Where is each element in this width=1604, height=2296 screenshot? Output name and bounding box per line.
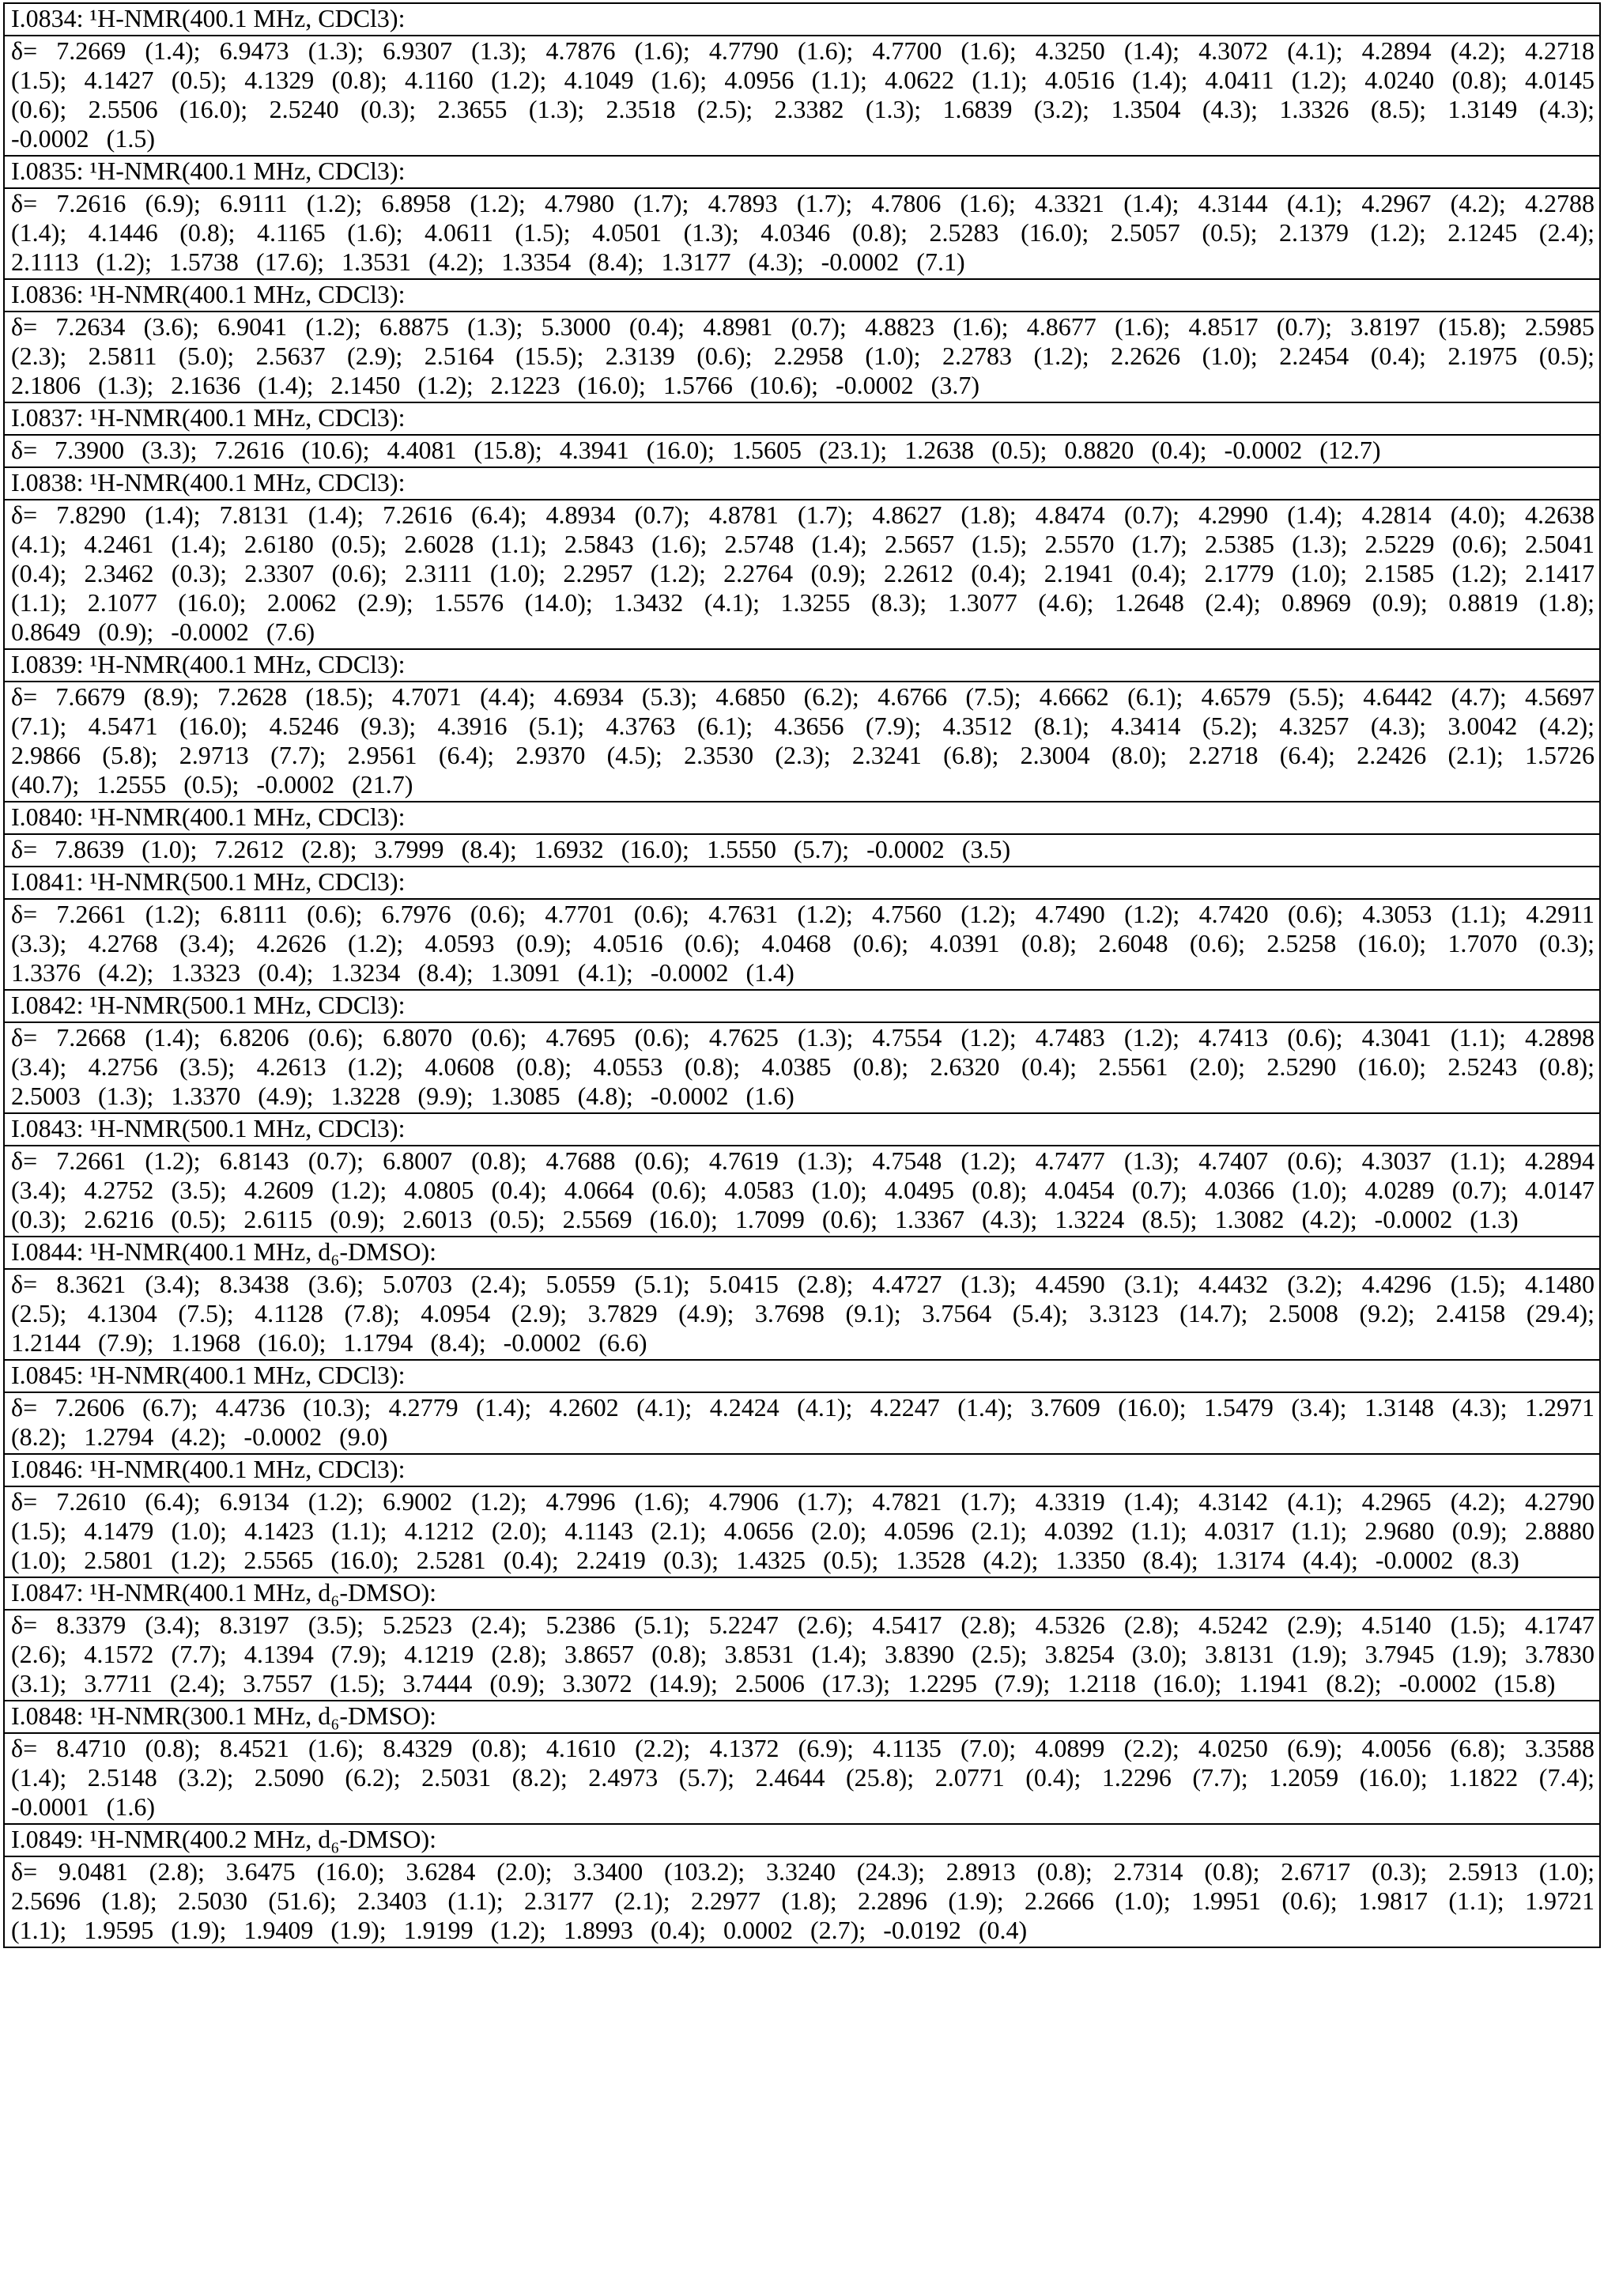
entry-delta-line-I.0839: δ= 7.6679 (8.9); 7.2628 (18.5); 4.7071 (4.4); 4.6934 (5.3); 4.6850 (6.2); 4.6766 (7.5); 4.6662 (6.1); 4.6579 (5.5); 4.6442 (4.7); 4.5697 (7.1); 4.5471 (16.0); 4.5246 (9.3); 4.3916 (5.1); 4.3763 (6.1); 4.3656 (7.9); 4.3512 (8.1); 4.3414 (5.2); 4.3257 (4.3); 3.0042 (4.2); 2.9866 (5.8); 2.9713 (7.7); 2.9561 (6.4); 2.9370 (4.5); 2.3530 (2.3); 2.3241 (6.8); 2.3004 (8.0); 2.2718 (6.4); 2.2426 (2.1); 1.5726 (40.7); 1.2555 (0.5); -0.0002 (21.7) — [4, 682, 1600, 802]
entry-row-peaks — [4, 834, 1600, 867]
entry-header-I.0848: I.0848: ¹H-NMR(300.1 MHz, d₆-DMSO): — [4, 1701, 1600, 1733]
entry-delta-line-I.0842: δ= 7.2668 (1.4); 6.8206 (0.6); 6.8070 (0.6); 4.7695 (0.6); 4.7625 (1.3); 4.7554 (1.2); 4.7483 (1.2); 4.7413 (0.6); 4.3041 (1.1); 4.2898 (3.4); 4.2756 (3.5); 4.2613 (1.2); 4.0608 (0.8); 4.0553 (0.8); 4.0385 (0.8); 2.6320 (0.4); 2.5561 (2.0); 2.5290 (16.0); 2.5243 (0.8); 2.5003 (1.3); 1.3370 (4.9); 1.3228 (9.9); 1.3085 (4.8); -0.0002 (1.6) — [4, 1022, 1600, 1113]
entry-row-header — [4, 1824, 1600, 1856]
entry-row-peaks — [4, 500, 1600, 649]
entry-row-peaks — [4, 1392, 1600, 1454]
entry-header-I.0835: I.0835: ¹H-NMR(400.1 MHz, CDCl3): — [4, 156, 1600, 188]
entry-row-peaks — [4, 36, 1600, 156]
nmr-table-body — [4, 3, 1600, 1947]
entry-row-header — [4, 1577, 1600, 1610]
entry-delta-line-I.0847: δ= 8.3379 (3.4); 8.3197 (3.5); 5.2523 (2.4); 5.2386 (5.1); 5.2247 (2.6); 4.5417 (2.8); 4.5326 (2.8); 4.5242 (2.9); 4.5140 (1.5); 4.1747 (2.6); 4.1572 (7.7); 4.1394 (7.9); 4.1219 (2.8); 3.8657 (0.8); 3.8531 (1.4); 3.8390 (2.5); 3.8254 (3.0); 3.8131 (1.9); 3.7945 (1.9); 3.7830 (3.1); 3.7711 (2.4); 3.7557 (1.5); 3.7444 (0.9); 3.3072 (14.9); 2.5006 (17.3); 1.2295 (7.9); 1.2118 (16.0); 1.1941 (8.2); -0.0002 (15.8) — [4, 1610, 1600, 1701]
entry-row-header — [4, 3, 1600, 36]
entry-row-peaks — [4, 1856, 1600, 1947]
entry-delta-line-I.0838: δ= 7.8290 (1.4); 7.8131 (1.4); 7.2616 (6.4); 4.8934 (0.7); 4.8781 (1.7); 4.8627 (1.8); 4.8474 (0.7); 4.2990 (1.4); 4.2814 (4.0); 4.2638 (4.1); 4.2461 (1.4); 2.6180 (0.5); 2.6028 (1.1); 2.5843 (1.6); 2.5748 (1.4); 2.5657 (1.5); 2.5570 (1.7); 2.5385 (1.3); 2.5229 (0.6); 2.5041 (0.4); 2.3462 (0.3); 2.3307 (0.6); 2.3111 (1.0); 2.2957 (1.2); 2.2764 (0.9); 2.2612 (0.4); 2.1941 (0.4); 2.1779 (1.0); 2.1585 (1.2); 2.1417 (1.1); 2.1077 (16.0); 2.0062 (2.9); 1.5576 (14.0); 1.3432 (4.1); 1.3255 (8.3); 1.3077 (4.6); 1.2648 (2.4); 0.8969 (0.9); 0.8819 (1.8); 0.8649 (0.9); -0.0002 (7.6) — [4, 500, 1600, 649]
entry-delta-line-I.0846: δ= 7.2610 (6.4); 6.9134 (1.2); 6.9002 (1.2); 4.7996 (1.6); 4.7906 (1.7); 4.7821 (1.7); 4.3319 (1.4); 4.3142 (4.1); 4.2965 (4.2); 4.2790 (1.5); 4.1479 (1.0); 4.1423 (1.1); 4.1212 (2.0); 4.1143 (2.1); 4.0656 (2.0); 4.0596 (2.1); 4.0392 (1.1); 4.0317 (1.1); 2.9680 (0.9); 2.8880 (1.0); 2.5801 (1.2); 2.5565 (16.0); 2.5281 (0.4); 2.2419 (0.3); 1.4325 (0.5); 1.3528 (4.2); 1.3350 (8.4); 1.3174 (4.4); -0.0002 (8.3) — [4, 1486, 1600, 1577]
entry-row-header — [4, 649, 1600, 682]
entry-delta-line-I.0849: δ= 9.0481 (2.8); 3.6475 (16.0); 3.6284 (2.0); 3.3400 (103.2); 3.3240 (24.3); 2.8913 (0.8); 2.7314 (0.8); 2.6717 (0.3); 2.5913 (1.0); 2.5696 (1.8); 2.5030 (51.6); 2.3403 (1.1); 2.3177 (2.1); 2.2977 (1.8); 2.2896 (1.9); 2.2666 (1.0); 1.9951 (0.6); 1.9817 (1.1); 1.9721 (1.1); 1.9595 (1.9); 1.9409 (1.9); 1.9199 (1.2); 1.8993 (0.4); 0.0002 (2.7); -0.0192 (0.4) — [4, 1856, 1600, 1947]
entry-row-peaks — [4, 899, 1600, 990]
entry-delta-line-I.0837: δ= 7.3900 (3.3); 7.2616 (10.6); 4.4081 (15.8); 4.3941 (16.0); 1.5605 (23.1); 1.2638 (0.5); 0.8820 (0.4); -0.0002 (12.7) — [4, 435, 1600, 467]
entry-header-I.0842: I.0842: ¹H-NMR(500.1 MHz, CDCl3): — [4, 990, 1600, 1022]
entry-row-header — [4, 1237, 1600, 1269]
entry-row-header — [4, 279, 1600, 312]
entry-delta-line-I.0835: δ= 7.2616 (6.9); 6.9111 (1.2); 6.8958 (1.2); 4.7980 (1.7); 4.7893 (1.7); 4.7806 (1.6); 4.3321 (1.4); 4.3144 (4.1); 4.2967 (4.2); 4.2788 (1.4); 4.1446 (0.8); 4.1165 (1.6); 4.0611 (1.5); 4.0501 (1.3); 4.0346 (0.8); 2.5283 (16.0); 2.5057 (0.5); 2.1379 (1.2); 2.1245 (2.4); 2.1113 (1.2); 1.5738 (17.6); 1.3531 (4.2); 1.3354 (8.4); 1.3177 (4.3); -0.0002 (7.1) — [4, 188, 1600, 279]
entry-header-I.0839: I.0839: ¹H-NMR(400.1 MHz, CDCl3): — [4, 649, 1600, 682]
entry-header-I.0838: I.0838: ¹H-NMR(400.1 MHz, CDCl3): — [4, 467, 1600, 500]
entry-row-header — [4, 867, 1600, 899]
entry-row-header — [4, 156, 1600, 188]
entry-row-peaks — [4, 1022, 1600, 1113]
entry-delta-line-I.0836: δ= 7.2634 (3.6); 6.9041 (1.2); 6.8875 (1.3); 5.3000 (0.4); 4.8981 (0.7); 4.8823 (1.6); 4.8677 (1.6); 4.8517 (0.7); 3.8197 (15.8); 2.5985 (2.3); 2.5811 (5.0); 2.5637 (2.9); 2.5164 (15.5); 2.3139 (0.6); 2.2958 (1.0); 2.2783 (1.2); 2.2626 (1.0); 2.2454 (0.4); 2.1975 (0.5); 2.1806 (1.3); 2.1636 (1.4); 2.1450 (1.2); 2.1223 (16.0); 1.5766 (10.6); -0.0002 (3.7) — [4, 312, 1600, 402]
entry-row-peaks — [4, 1486, 1600, 1577]
entry-row-header — [4, 1454, 1600, 1486]
entry-header-I.0840: I.0840: ¹H-NMR(400.1 MHz, CDCl3): — [4, 802, 1600, 834]
entry-delta-line-I.0841: δ= 7.2661 (1.2); 6.8111 (0.6); 6.7976 (0.6); 4.7701 (0.6); 4.7631 (1.2); 4.7560 (1.2); 4.7490 (1.2); 4.7420 (0.6); 4.3053 (1.1); 4.2911 (3.3); 4.2768 (3.4); 4.2626 (1.2); 4.0593 (0.9); 4.0516 (0.6); 4.0468 (0.6); 4.0391 (0.8); 2.6048 (0.6); 2.5258 (16.0); 1.7070 (0.3); 1.3376 (4.2); 1.3323 (0.4); 1.3234 (8.4); 1.3091 (4.1); -0.0002 (1.4) — [4, 899, 1600, 990]
entry-header-I.0841: I.0841: ¹H-NMR(500.1 MHz, CDCl3): — [4, 867, 1600, 899]
entry-header-I.0845: I.0845: ¹H-NMR(400.1 MHz, CDCl3): — [4, 1360, 1600, 1392]
entry-header-I.0844: I.0844: ¹H-NMR(400.1 MHz, d₆-DMSO): — [4, 1237, 1600, 1269]
entry-row-peaks — [4, 1733, 1600, 1824]
entry-row-header — [4, 990, 1600, 1022]
entry-delta-line-I.0848: δ= 8.4710 (0.8); 8.4521 (1.6); 8.4329 (0.8); 4.1610 (2.2); 4.1372 (6.9); 4.1135 (7.0); 4.0899 (2.2); 4.0250 (6.9); 4.0056 (6.8); 3.3588 (1.4); 2.5148 (3.2); 2.5090 (6.2); 2.5031 (8.2); 2.4973 (5.7); 2.4644 (25.8); 2.0771 (0.4); 1.2296 (7.7); 1.2059 (16.0); 1.1822 (7.4); -0.0001 (1.6) — [4, 1733, 1600, 1824]
entry-delta-line-I.0840: δ= 7.8639 (1.0); 7.2612 (2.8); 3.7999 (8.4); 1.6932 (16.0); 1.5550 (5.7); -0.0002 (3.5) — [4, 834, 1600, 867]
entry-delta-line-I.0845: δ= 7.2606 (6.7); 4.4736 (10.3); 4.2779 (1.4); 4.2602 (4.1); 4.2424 (4.1); 4.2247 (1.4); 3.7609 (16.0); 1.5479 (3.4); 1.3148 (4.3); 1.2971 (8.2); 1.2794 (4.2); -0.0002 (9.0) — [4, 1392, 1600, 1454]
entry-header-I.0843: I.0843: ¹H-NMR(500.1 MHz, CDCl3): — [4, 1113, 1600, 1146]
entry-row-header — [4, 402, 1600, 435]
entry-row-peaks — [4, 435, 1600, 467]
entry-row-peaks — [4, 1269, 1600, 1360]
entry-row-header — [4, 1113, 1600, 1146]
entry-row-peaks — [4, 682, 1600, 802]
entry-delta-line-I.0834: δ= 7.2669 (1.4); 6.9473 (1.3); 6.9307 (1.3); 4.7876 (1.6); 4.7790 (1.6); 4.7700 (1.6); 4.3250 (1.4); 4.3072 (4.1); 4.2894 (4.2); 4.2718 (1.5); 4.1427 (0.5); 4.1329 (0.8); 4.1160 (1.2); 4.1049 (1.6); 4.0956 (1.1); 4.0622 (1.1); 4.0516 (1.4); 4.0411 (1.2); 4.0240 (0.8); 4.0145 (0.6); 2.5506 (16.0); 2.5240 (0.3); 2.3655 (1.3); 2.3518 (2.5); 2.3382 (1.3); 1.6839 (3.2); 1.3504 (4.3); 1.3326 (8.5); 1.3149 (4.3); -0.0002 (1.5) — [4, 36, 1600, 156]
entry-header-I.0836: I.0836: ¹H-NMR(400.1 MHz, CDCl3): — [4, 279, 1600, 312]
entry-delta-line-I.0844: δ= 8.3621 (3.4); 8.3438 (3.6); 5.0703 (2.4); 5.0559 (5.1); 5.0415 (2.8); 4.4727 (1.3); 4.4590 (3.1); 4.4432 (3.2); 4.4296 (1.5); 4.1480 (2.5); 4.1304 (7.5); 4.1128 (7.8); 4.0954 (2.9); 3.7829 (4.9); 3.7698 (9.1); 3.7564 (5.4); 3.3123 (14.7); 2.5008 (9.2); 2.4158 (29.4); 1.2144 (7.9); 1.1968 (16.0); 1.1794 (8.4); -0.0002 (6.6) — [4, 1269, 1600, 1360]
entry-row-peaks — [4, 188, 1600, 279]
entry-header-I.0847: I.0847: ¹H-NMR(400.1 MHz, d₆-DMSO): — [4, 1577, 1600, 1610]
entry-header-I.0846: I.0846: ¹H-NMR(400.1 MHz, CDCl3): — [4, 1454, 1600, 1486]
entry-row-header — [4, 1701, 1600, 1733]
entry-row-header — [4, 802, 1600, 834]
entry-delta-line-I.0843: δ= 7.2661 (1.2); 6.8143 (0.7); 6.8007 (0.8); 4.7688 (0.6); 4.7619 (1.3); 4.7548 (1.2); 4.7477 (1.3); 4.7407 (0.6); 4.3037 (1.1); 4.2894 (3.4); 4.2752 (3.5); 4.2609 (1.2); 4.0805 (0.4); 4.0664 (0.6); 4.0583 (1.0); 4.0495 (0.8); 4.0454 (0.7); 4.0366 (1.0); 4.0289 (0.7); 4.0147 (0.3); 2.6216 (0.5); 2.6115 (0.9); 2.6013 (0.5); 2.5569 (16.0); 1.7099 (0.6); 1.3367 (4.3); 1.3224 (8.5); 1.3082 (4.2); -0.0002 (1.3) — [4, 1146, 1600, 1237]
entry-row-header — [4, 1360, 1600, 1392]
entry-header-I.0834: I.0834: ¹H-NMR(400.1 MHz, CDCl3): — [4, 3, 1600, 36]
entry-row-header — [4, 467, 1600, 500]
nmr-data-table — [3, 2, 1601, 1948]
entry-row-peaks — [4, 1146, 1600, 1237]
entry-header-I.0849: I.0849: ¹H-NMR(400.2 MHz, d₆-DMSO): — [4, 1824, 1600, 1856]
entry-row-peaks — [4, 1610, 1600, 1701]
entry-row-peaks — [4, 312, 1600, 402]
entry-header-I.0837: I.0837: ¹H-NMR(400.1 MHz, CDCl3): — [4, 402, 1600, 435]
